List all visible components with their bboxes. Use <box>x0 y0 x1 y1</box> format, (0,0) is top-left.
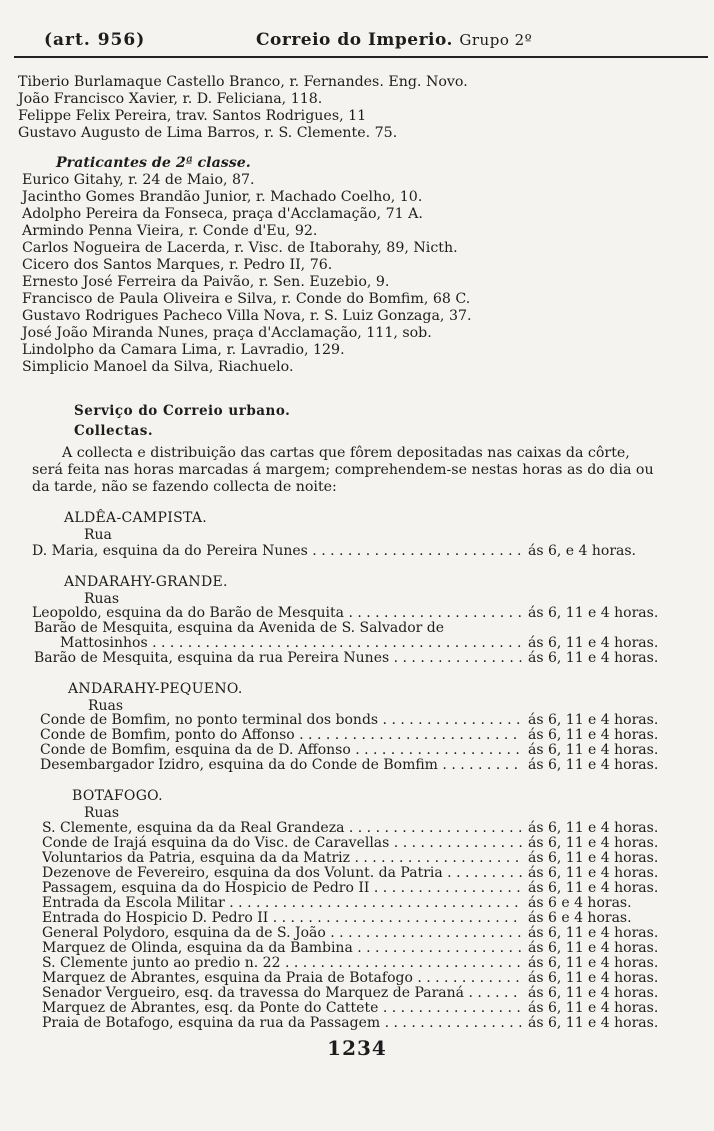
row-place: Barão de Mesquita, esquina da rua Pereira Nunes . . . <box>34 650 522 666</box>
row-place: Entrada do Hospicio D. Pedro II . . . <box>42 910 522 926</box>
table-row <box>0 880 714 895</box>
table-row <box>0 910 714 925</box>
list-item: Carlos Nogueira de Lacerda, r. Visc. de Itaborahy, 89, Nicth. <box>22 240 458 256</box>
list-item: Tiberio Burlamaque Castello Branco, r. Fernandes. Eng. Novo. <box>18 74 468 90</box>
table-row <box>0 940 714 955</box>
section-title: ANDARAHY-PEQUENO. <box>68 681 243 697</box>
page-number: 1234 <box>327 1036 387 1060</box>
row-time: ás 6, 11 e 4 horas. <box>528 820 659 836</box>
list-item: Ernesto José Ferreira da Paivão, r. Sen. Euzebio, 9. <box>22 274 390 290</box>
table-row <box>0 895 714 910</box>
row-time: ás 6, 11 e 4 horas. <box>528 635 659 651</box>
section-botafogo <box>72 789 163 821</box>
row-place: Barão de Mesquita, esquina da Avenida de S. Salvador de <box>34 620 445 636</box>
row-place: Leopoldo, esquina da do Barão de Mesquita . . . <box>32 605 522 621</box>
table-row <box>0 650 714 665</box>
section-andarahy-grande <box>64 575 228 607</box>
list-item: Gustavo Augusto de Lima Barros, r. S. Clemente. 75. <box>18 125 398 141</box>
list-item: Lindolpho da Camara Lima, r. Lavradio, 129. <box>22 342 345 358</box>
paragraph-line: será feita nas horas marcadas á margem; comprehendem-se nestas horas as do dia ou <box>32 462 654 478</box>
row-time: ás 6, 11 e 4 horas. <box>528 650 659 666</box>
ruas-label: Ruas <box>84 591 120 607</box>
table-row <box>0 1000 714 1015</box>
row-place: General Polydoro, esquina da de S. João . . . <box>42 925 522 941</box>
row-place: Senador Vergueiro, esq. da travessa do Marquez de Paraná . . . <box>42 985 522 1001</box>
row-time: ás 6, 11 e 4 horas. <box>528 1000 659 1016</box>
row-time: ás 6, 11 e 4 horas. <box>528 1015 659 1031</box>
row-time: ás 6, e 4 horas. <box>528 543 637 559</box>
row-time: ás 6, 11 e 4 horas. <box>528 955 659 971</box>
table-row <box>0 757 714 772</box>
paragraph-line: da tarde, não se fazendo collecta de noite: <box>32 479 337 495</box>
servico-subtitle: Collectas. <box>74 423 154 439</box>
ruas-label: Ruas <box>84 805 120 821</box>
list-item: Gustavo Rodrigues Pacheco Villa Nova, r. S. Luiz Gonzaga, 37. <box>22 308 472 324</box>
row-place: S. Clemente, esquina da da Real Grandeza . . . <box>42 820 522 836</box>
row-time: ás 6, 11 e 4 horas. <box>528 970 659 986</box>
row-time: ás 6, 11 e 4 horas. <box>528 985 659 1001</box>
row-place: Conde de Bomfim, ponto do Affonso . . . <box>40 727 522 743</box>
list-item: Jacintho Gomes Brandão Junior, r. Machado Coelho, 10. <box>22 189 423 205</box>
page-header <box>0 30 714 54</box>
table-row <box>0 1015 714 1030</box>
table-row <box>0 925 714 940</box>
row-time: ás 6 e 4 horas. <box>528 910 632 926</box>
servico-paragraph <box>32 445 672 496</box>
row-place: Mattosinhos . . . <box>60 635 522 651</box>
row-place: Passagem, esquina da do Hospicio de Pedro II . . . <box>42 880 522 896</box>
header-title: Correio do Imperio. <box>256 30 453 50</box>
header-group: Grupo 2º <box>459 31 533 49</box>
table-row <box>0 865 714 880</box>
section-title: ANDARAHY-GRANDE. <box>64 574 228 590</box>
row-time: ás 6, 11 e 4 horas. <box>528 605 659 621</box>
row-place: Conde de Irajá esquina da do Visc. de Caravellas . . . <box>42 835 522 851</box>
table-row <box>0 820 714 835</box>
list-item: Cicero dos Santos Marques, r. Pedro II, 76. <box>22 257 333 273</box>
section-title: BOTAFOGO. <box>72 788 163 804</box>
row-place: Dezenove de Fevereiro, esquina da dos Volunt. da Patria . . . <box>42 865 522 881</box>
list-item: Francisco de Paula Oliveira e Silva, r. Conde do Bomfim, 68 C. <box>22 291 471 307</box>
table-row <box>0 605 714 620</box>
section-aldea-campista <box>64 511 207 543</box>
row-place: S. Clemente junto ao predio n. 22 . . . <box>42 955 522 971</box>
row-time: ás 6, 11 e 4 horas. <box>528 940 659 956</box>
row-place: Voluntarios da Patria, esquina da da Matriz . . . <box>42 850 522 866</box>
table-row <box>0 620 714 635</box>
header-rule <box>14 56 708 58</box>
row-place: D. Maria, esquina da do Pereira Nunes . . . <box>32 543 522 559</box>
paragraph-line: A collecta e distribuição das cartas que fôrem depositadas nas caixas da côrte, <box>62 445 630 461</box>
row-place: Conde de Bomfim, esquina da de D. Affonso . . . <box>40 742 522 758</box>
header-title-group <box>256 30 532 50</box>
table-row <box>0 635 714 650</box>
row-time: ás 6, 11 e 4 horas. <box>528 712 659 728</box>
row-time: ás 6, 11 e 4 horas. <box>528 742 659 758</box>
row-time: ás 6, 11 e 4 horas. <box>528 850 659 866</box>
praticantes-list <box>22 155 472 376</box>
list-item: João Francisco Xavier, r. D. Feliciana, 118. <box>18 91 323 107</box>
row-place: Conde de Bomfim, no ponto terminal dos bonds . . . <box>40 712 522 728</box>
praticantes-heading: Praticantes de 2ª classe. <box>56 155 251 171</box>
section-andarahy-pequeno <box>68 682 243 714</box>
row-time: ás 6, 11 e 4 horas. <box>528 925 659 941</box>
servico-title: Serviço do Correio urbano. <box>74 403 291 419</box>
row-time: ás 6, 11 e 4 horas. <box>528 880 659 896</box>
table-row <box>0 970 714 985</box>
table-row <box>0 985 714 1000</box>
ruas-label: Ruas <box>88 698 124 714</box>
section-title: ALDÊA-CAMPISTA. <box>64 510 208 526</box>
row-time: ás 6, 11 e 4 horas. <box>528 757 659 773</box>
row-place: Marquez de Abrantes, esquina da Praia de Botafogo . . . <box>42 970 522 986</box>
row-place: Marquez de Abrantes, esq. da Ponte do Cattete . . . <box>42 1000 522 1016</box>
table-row <box>0 835 714 850</box>
article-number: (art. 956) <box>44 30 146 50</box>
list-item: Armindo Penna Vieira, r. Conde d'Eu, 92. <box>22 223 318 239</box>
row-time: ás 6, 11 e 4 horas. <box>528 865 659 881</box>
table-row <box>0 955 714 970</box>
row-place: Praia de Botafogo, esquina da rua da Passagem . . . <box>42 1015 522 1031</box>
table-row <box>0 543 714 558</box>
ruas-label: Rua <box>84 527 112 543</box>
row-place: Entrada da Escola Militar . . . <box>42 895 522 911</box>
top-list <box>18 74 468 142</box>
list-item: Adolpho Pereira da Fonseca, praça d'Acclamação, 71 A. <box>22 206 423 222</box>
servico-heading <box>74 403 290 440</box>
table-row <box>0 727 714 742</box>
table-row <box>0 850 714 865</box>
row-place: Marquez de Olinda, esquina da da Bambina . . . <box>42 940 522 956</box>
list-item: Eurico Gitahy, r. 24 de Maio, 87. <box>22 172 255 188</box>
row-time: ás 6, 11 e 4 horas. <box>528 835 659 851</box>
row-time: ás 6 e 4 horas. <box>528 895 632 911</box>
row-time: ás 6, 11 e 4 horas. <box>528 727 659 743</box>
list-item: José João Miranda Nunes, praça d'Acclamação, 111, sob. <box>22 325 432 341</box>
table-row <box>0 742 714 757</box>
table-row <box>0 712 714 727</box>
row-place: Desembargador Izidro, esquina da do Conde de Bomfim . . . <box>40 757 522 773</box>
list-item: Simplicio Manoel da Silva, Riachuelo. <box>22 359 294 375</box>
list-item: Felippe Felix Pereira, trav. Santos Rodrigues, 11 <box>18 108 367 124</box>
